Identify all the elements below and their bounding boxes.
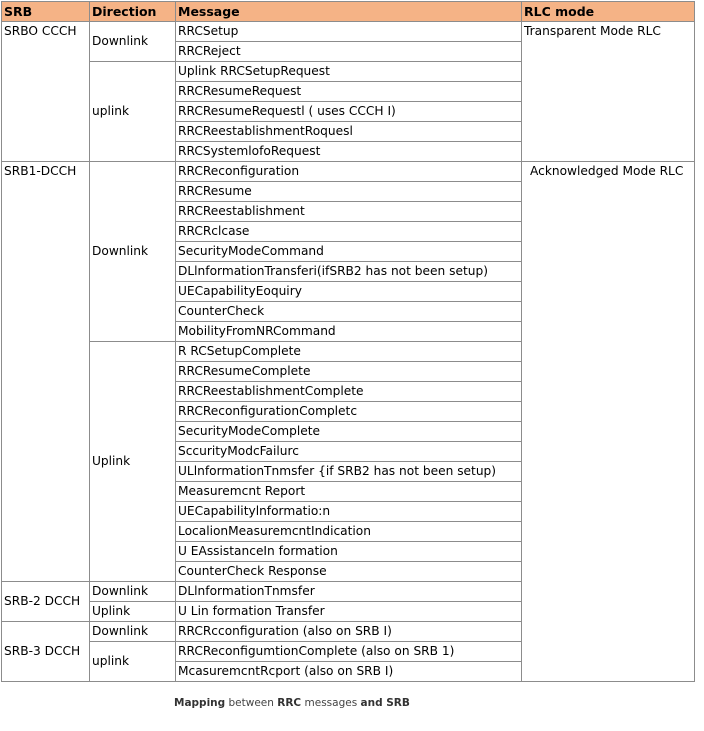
caption-word: between bbox=[228, 697, 274, 709]
direction-cell: Downlink bbox=[90, 22, 176, 62]
direction-cell: uplink bbox=[90, 62, 176, 162]
message-cell: ULlnformationTnmsfer {if SRB2 has not been setup) bbox=[176, 462, 522, 482]
header-rlc-mode: RLC mode bbox=[522, 2, 695, 22]
message-cell: McasuremcntRcport (also on SRB I) bbox=[176, 662, 522, 682]
message-cell: RRCResumeRequestl ( uses CCCH I) bbox=[176, 102, 522, 122]
message-cell: LocalionMeasuremcntIndication bbox=[176, 522, 522, 542]
message-cell: MobilityFromNRCommand bbox=[176, 322, 522, 342]
message-cell: RRCResume bbox=[176, 182, 522, 202]
message-cell: RRCReestablishment bbox=[176, 202, 522, 222]
message-cell: Measuremcnt Report bbox=[176, 482, 522, 502]
header-srb: SRB bbox=[2, 2, 90, 22]
caption-word: RRC bbox=[277, 697, 302, 709]
caption-word: messages bbox=[304, 697, 358, 709]
rlc-mode: Transparent Mode RLC bbox=[522, 22, 695, 162]
message-cell: RRCSystemlofoRequest bbox=[176, 142, 522, 162]
message-cell: U Lin formation Transfer bbox=[176, 602, 522, 622]
table-caption bbox=[174, 697, 410, 709]
message-cell: DLlnformationTnmsfer bbox=[176, 582, 522, 602]
rrc-srb-mapping-table bbox=[1, 1, 695, 682]
table-row bbox=[2, 22, 695, 42]
caption-word: Mapping bbox=[174, 697, 226, 709]
message-cell: CounterCheck bbox=[176, 302, 522, 322]
message-cell: RRCReestablishmentRoquesl bbox=[176, 122, 522, 142]
message-cell: SecurityModeComplete bbox=[176, 422, 522, 442]
direction-cell: Downlink bbox=[90, 622, 176, 642]
message-cell: UECapabilitylnformatio:n bbox=[176, 502, 522, 522]
header-direction: Direction bbox=[90, 2, 176, 22]
message-cell: RRCRclcase bbox=[176, 222, 522, 242]
message-cell: RRCReestablishmentComplete bbox=[176, 382, 522, 402]
message-cell: RRCRcconfiguration (also on SRB I) bbox=[176, 622, 522, 642]
message-cell: Uplink RRCSetupRequest bbox=[176, 62, 522, 82]
direction-cell: uplink bbox=[90, 642, 176, 682]
message-cell: R RCSetupComplete bbox=[176, 342, 522, 362]
message-cell: U EAssistanceIn formation bbox=[176, 542, 522, 562]
direction-cell: Downlink bbox=[90, 582, 176, 602]
direction-cell: Uplink bbox=[90, 342, 176, 582]
header-row bbox=[2, 2, 695, 22]
direction-cell: Uplink bbox=[90, 602, 176, 622]
srb-name: SRBO CCCH bbox=[2, 22, 90, 162]
rlc-mode: Acknowledged Mode RLC bbox=[522, 162, 695, 682]
message-cell: UECapabilityEoquiry bbox=[176, 282, 522, 302]
message-cell: CounterCheck Response bbox=[176, 562, 522, 582]
direction-cell: Downlink bbox=[90, 162, 176, 342]
message-cell: RRCReject bbox=[176, 42, 522, 62]
header-message: Message bbox=[176, 2, 522, 22]
message-cell: SecurityModeCommand bbox=[176, 242, 522, 262]
caption-word: and SRB bbox=[360, 697, 410, 709]
srb-name: SRB-3 DCCH bbox=[2, 622, 90, 682]
message-cell: RRCReconfigurationCompletc bbox=[176, 402, 522, 422]
table-row bbox=[2, 162, 695, 182]
message-cell: RRCReconfigumtionComplete (also on SRB 1) bbox=[176, 642, 522, 662]
message-cell: RRCReconfiguration bbox=[176, 162, 522, 182]
srb-name: SRB1-DCCH bbox=[2, 162, 90, 582]
srb-name: SRB-2 DCCH bbox=[2, 582, 90, 622]
message-cell: RRCResumeRequest bbox=[176, 82, 522, 102]
message-cell: DLlnformationTransferi(ifSRB2 has not been setup) bbox=[176, 262, 522, 282]
message-cell: RRCResumeComplete bbox=[176, 362, 522, 382]
message-cell: RRCSetup bbox=[176, 22, 522, 42]
message-cell: SccurityModcFailurc bbox=[176, 442, 522, 462]
